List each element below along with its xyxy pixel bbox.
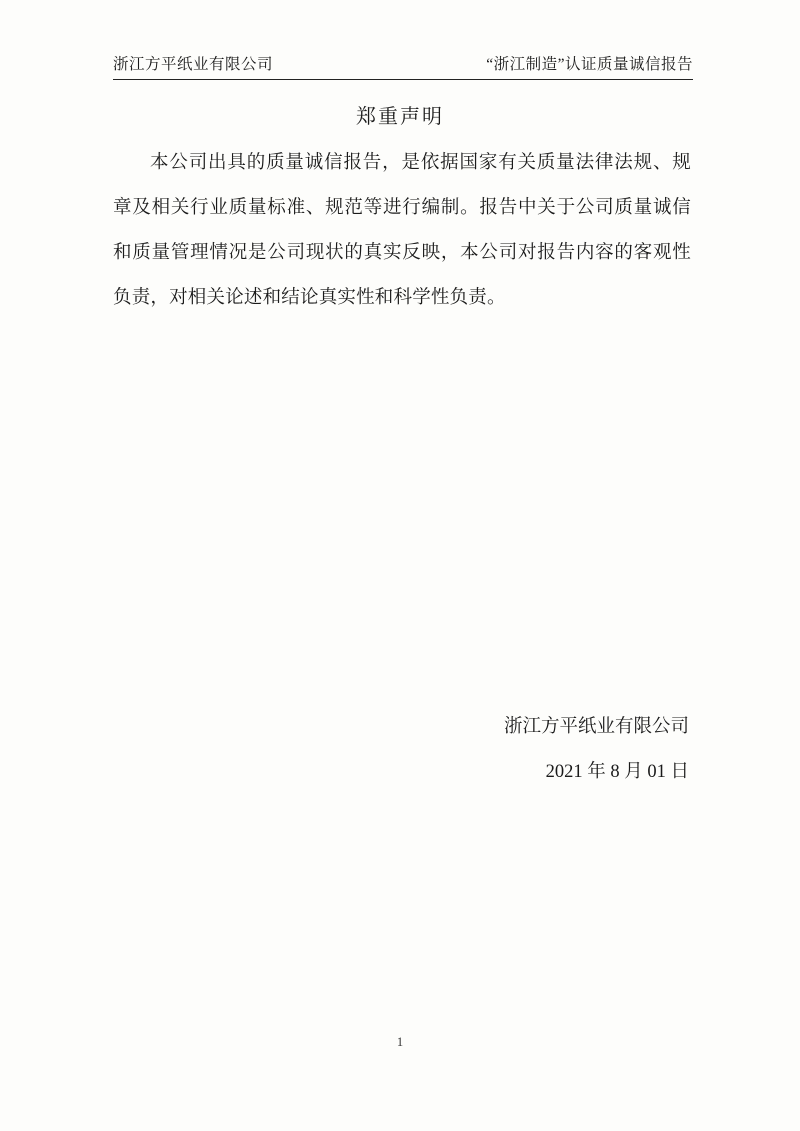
header-report-title: “浙江制造”认证质量诚信报告 <box>486 56 693 73</box>
signature-block <box>113 705 691 795</box>
signature-date: 2021 年 8 月 01 日 <box>545 762 689 782</box>
page-header <box>113 52 693 80</box>
page-number: 1 <box>396 1035 404 1049</box>
statement-paragraph: 本公司出具的质量诚信报告，是依据国家有关质量法律法规、规章及相关行业质量标准、规范等进行编制。报告中关于公司质量诚信和质量管理情况是公司现状的真实反映，本公司对报告内容的客观性负责，对相关论述和结论真实性和科学性负责。 <box>113 153 691 308</box>
signature-company: 浙江方平纸业有限公司 <box>503 717 689 737</box>
page-title: 郑重声明 <box>356 106 444 128</box>
header-company-name: 浙江方平纸业有限公司 <box>113 56 274 73</box>
